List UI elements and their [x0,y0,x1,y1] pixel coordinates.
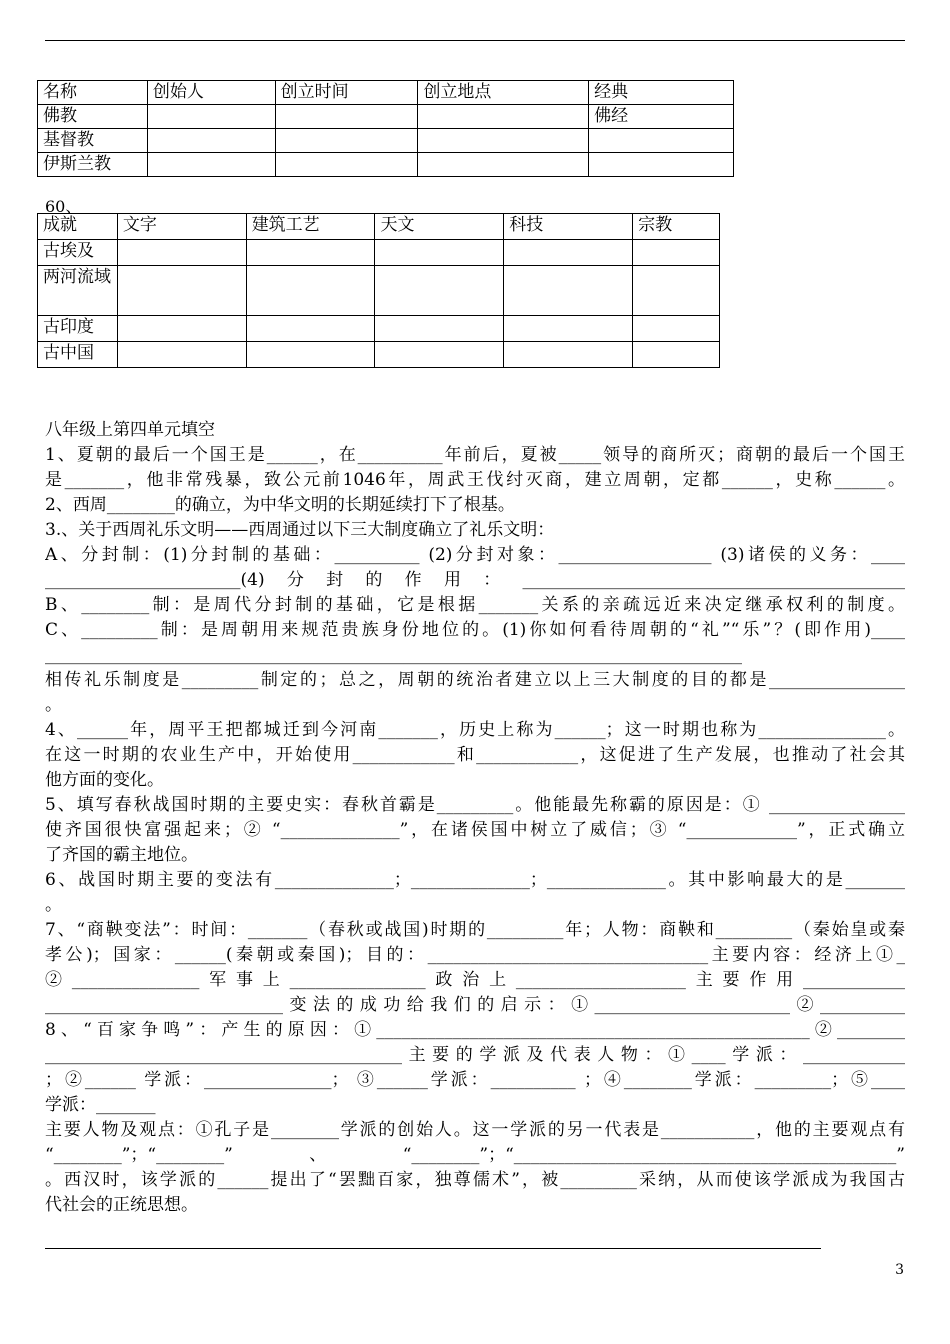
religion-table-cell: 基督教 [38,129,148,153]
religion-table-cell: 伊斯兰教 [38,153,148,177]
text-line: 是_______，他非常残暴，致公元前1046年，周武王伐纣灭商，建立周朝，定都______，史称______。 [45,470,905,490]
text-line: C、_________制：是周朝用来规范贵族身份地位的。(1)你如何看待周朝的“礼”“乐”？(即作用)____ [45,620,905,640]
text-line: ；②______ 学派：_______________； ③______学派：__________ ；④________学派：_________；⑤____ [45,1070,905,1090]
achievement-table-cell: 古印度 [38,316,118,342]
achievement-table-cell [504,266,633,316]
text-line: 主要人物及观点：①孔子是________学派的创始人。这一学派的另一代表是___________，他的主要观点有 [45,1120,905,1140]
achievement-table-cell [504,240,633,266]
text-line: 。 [45,895,62,915]
text-line: 8、“百家争鸣”：产生的原因：①___________________________________________________②________ [45,1020,905,1040]
text-line: 了齐国的霸主地位。 [45,845,198,865]
text-line: A、分封制：(1)分封制的基础：__________ (2)分封对象：__________________ (3)诸侯的义务：____ [45,545,905,565]
religion-table-cell [147,129,275,153]
achievement-table-cell [375,266,504,316]
religion-table-cell [418,153,589,177]
achievement-table-cell [633,266,720,316]
religion-table-cell: 创始人 [147,81,275,105]
religion-table-cell [275,153,418,177]
achievement-table-cell [246,316,375,342]
religion-table-cell [589,153,734,177]
text-line: 在这一时期的农业生产中，开始使用____________和____________，这促进了生产发展，也推动了社会其 [45,745,905,765]
achievement-table-cell [633,240,720,266]
achievement-table-cell: 古埃及 [38,240,118,266]
achievement-table-cell [633,342,720,368]
religion-table-cell [275,105,418,129]
text-line: 4、______年，周平王把都城迁到今河南_______，历史上称为______；这一时期也称为_______________。 [45,720,905,740]
achievement-table-cell [375,240,504,266]
page-number: 3 [895,1262,904,1278]
achievement-table-cell: 天文 [375,214,504,240]
text-line: ②_______________军事上________________政治上____________________主要作用____________ [45,970,905,990]
table-header-row [38,81,734,105]
text-line: 代社会的正统思想。 [45,1195,198,1215]
table-row [38,316,720,342]
text-line: __________________________________________________________________________________ [45,645,742,665]
religion-table-cell: 创立时间 [275,81,418,105]
text-line: 7、“商鞅变法”：时间：_______（春秋或战国)时期的_________年；人物：商鞅和_________（秦始皇或秦 [45,920,905,940]
achievement-table-cell: 科技 [504,214,633,240]
text-line: 学派：_______ [45,1095,156,1115]
achievement-table-cell [633,316,720,342]
religion-table [37,80,734,177]
civilization-achievements-table [37,213,720,368]
achievement-table-cell: 建筑工艺 [246,214,375,240]
achievement-table-cell: 两河流域 [38,266,118,316]
text-line: 3.、关于西周礼乐文明——西周通过以下三大制度确立了礼乐文明： [45,520,555,540]
text-line: 相传礼乐制度是_________制定的；总之，周朝的统治者建立以上三大制度的目的都是________________ [45,670,905,690]
fill-in-blank-exercises [45,418,905,1218]
table-row [38,240,720,266]
text-line: 他方面的变化。 [45,770,164,790]
achievement-table-cell: 宗教 [633,214,720,240]
religion-table-cell [589,129,734,153]
achievement-table-cell [246,266,375,316]
achievement-table-cell: 文字 [117,214,246,240]
achievement-table-cell [117,240,246,266]
text-line: B、________制：是周代分封制的基础，它是根据_______关系的亲疏远近来决定继承权利的制度。 [45,595,905,615]
text-line: 。 [45,695,62,715]
religion-table-cell: 佛经 [589,105,734,129]
header-rule [45,40,905,41]
text-line: 2、西周________的确立，为中华文明的长期延续打下了根基。 [45,495,515,515]
religion-table-cell [147,153,275,177]
table-row [38,105,734,129]
text-line: ____________________________变法的成功给我们的启示：①_______________________②__________ [45,995,905,1015]
religion-table-cell: 名称 [38,81,148,105]
religion-table-cell [147,105,275,129]
achievement-table-cell [117,316,246,342]
text-line: _______________________(4)分封的作用：_____________________________________________ [45,570,905,590]
achievement-table-cell: 成就 [38,214,118,240]
text-line: 使齐国很快富强起来；② “______________”，在诸侯国中树立了威信；③ “_____________”，正式确立 [45,820,905,840]
text-line: 6、战国时期主要的变法有______________；______________；______________。其中影响最大的是_______ [45,870,905,890]
table-row [38,129,734,153]
religion-table-cell [275,129,418,153]
text-line: “________”；“________”、“________”；“_____________________________________________” [45,1145,905,1165]
religion-table-cell: 创立地点 [418,81,589,105]
text-line: 。西汉时，该学派的______提出了“罢黜百家，独尊儒术”，被_________采纳，从而使该学派成为我国古 [45,1170,905,1190]
achievement-table-cell [117,266,246,316]
footer-rule [45,1248,821,1249]
achievement-table-cell [246,342,375,368]
question-60-label: 60、 [45,197,82,216]
achievement-table-cell [246,240,375,266]
religion-table-cell: 佛教 [38,105,148,129]
text-line: 孝公)；国家：______(秦朝或秦国)；目的：_________________________________主要内容：经济上①_ [45,945,905,965]
religion-table-cell: 经典 [589,81,734,105]
text-line: __________________________________________主要的学派及代表人物：①____学派：____________ [45,1045,905,1065]
text-line: 5、填写春秋战国时期的主要史实：春秋首霸是_________。他能最先称霸的原因是：① ________________ [45,795,905,815]
text-line: 八年级上第四单元填空 [45,420,215,440]
achievement-table-cell: 古中国 [38,342,118,368]
achievement-table-cell [504,316,633,342]
table-row [38,342,720,368]
text-line: 1、夏朝的最后一个国王是______，在__________年前后，夏被_____领导的商所灭；商朝的最后一个国王 [45,445,905,465]
achievement-table-cell [375,342,504,368]
table-header-row [38,214,720,240]
achievement-table-cell [117,342,246,368]
religion-table-cell [418,105,589,129]
achievement-table-cell [504,342,633,368]
achievement-table-cell [375,316,504,342]
religion-table-cell [418,129,589,153]
table-row [38,266,720,316]
table-row [38,153,734,177]
